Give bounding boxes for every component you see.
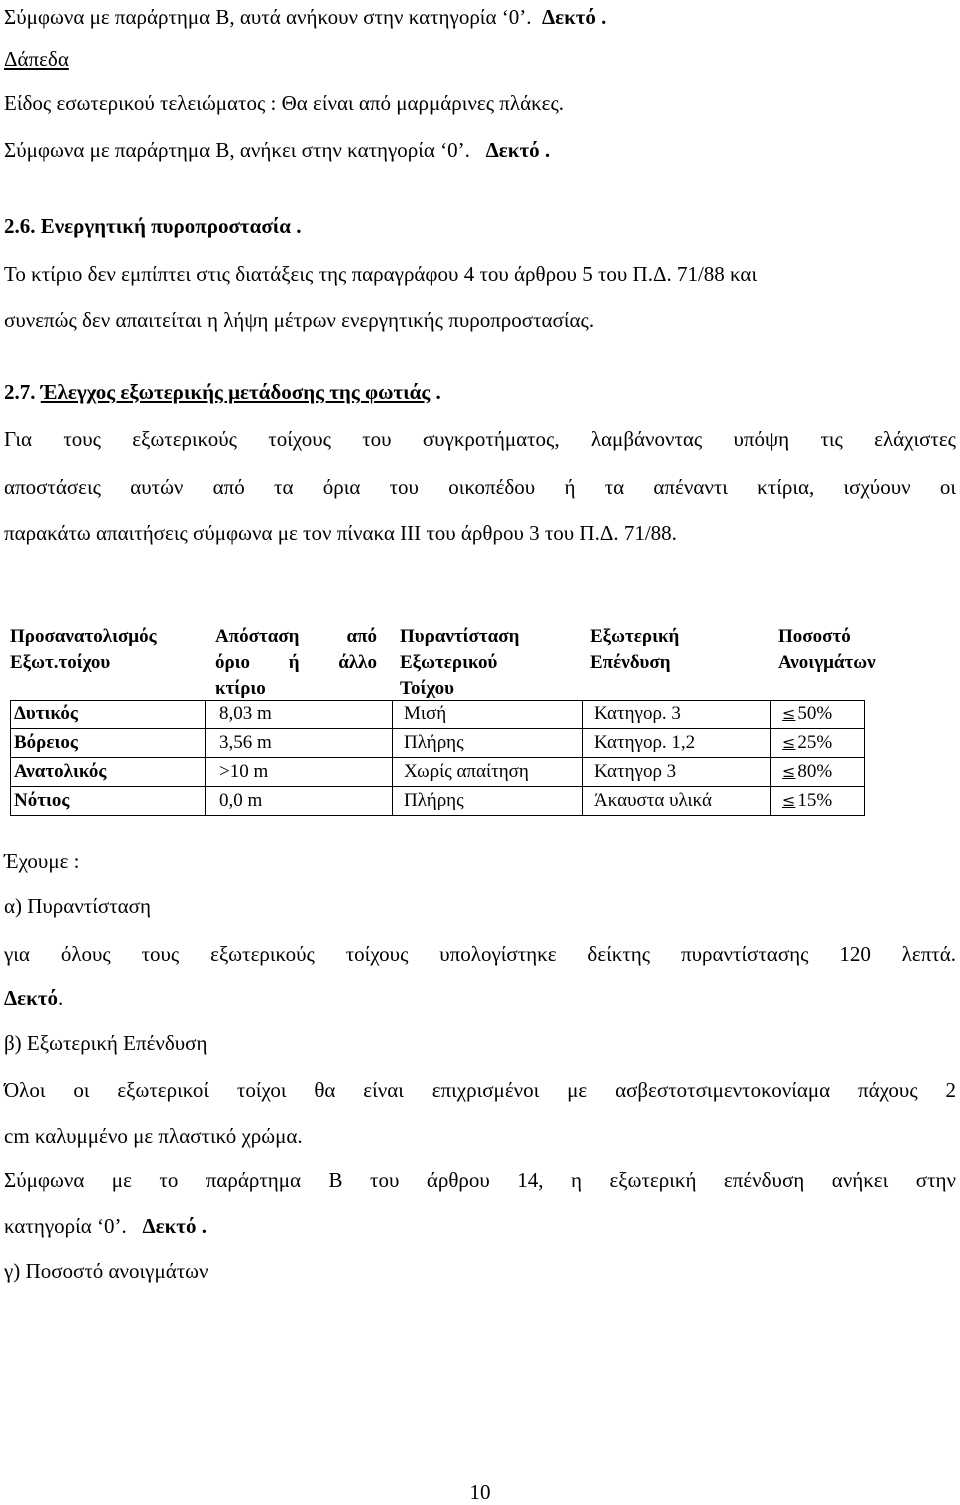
subheading-floors: Δάπεδα xyxy=(4,47,69,71)
section-dot: . xyxy=(435,380,441,404)
paragraph-line: Το κτίριο δεν εμπίπτει στις διατάξεις της παραγράφου 4 του άρθρου 5 του Π.Δ. 71/88 και xyxy=(4,262,758,286)
column-divider xyxy=(770,729,771,758)
column-divider xyxy=(392,729,393,758)
table-header xyxy=(10,620,876,700)
openings-value: 15% xyxy=(797,790,833,811)
subheading-b: β) Εξωτερική Επένδυση xyxy=(4,1031,208,1055)
header-openings: Ποσοστό Ανοιγμάτων xyxy=(778,626,876,673)
cell-distance: 0,0 m xyxy=(219,790,263,811)
accepted-label: Δεκτό . xyxy=(541,5,607,29)
column-divider xyxy=(582,758,583,787)
cell-fire-resistance: Μισή xyxy=(404,703,447,724)
section-heading-2-6: 2.6. Ενεργητική πυροπροστασία . xyxy=(4,214,302,238)
table-row xyxy=(10,729,865,758)
paragraph-line xyxy=(4,137,550,163)
cell-fire-resistance: Χωρίς απαίτηση xyxy=(404,761,529,782)
less-equal-symbol: ≤ xyxy=(782,791,796,810)
less-equal-symbol: ≤ xyxy=(782,762,796,781)
cell-openings xyxy=(782,730,832,756)
column-divider xyxy=(205,787,206,816)
paragraph-line: για όλους τους εξωτερικούς τοίχους υπολογίστηκε δείκτης πυραντίστασης 120 λεπτά. xyxy=(4,942,956,966)
column-divider xyxy=(392,700,393,729)
cell-cladding: Κατηγορ. 3 xyxy=(594,703,681,724)
cell-orientation: Ανατολικός xyxy=(14,761,107,782)
section-title: Έλεγχος εξωτερικής μετάδοσης της φωτιάς xyxy=(40,380,431,404)
accepted-label: Δεκτό . xyxy=(142,1214,207,1238)
text-span: Σύμφωνα με παράρτημα Β, αυτά ανήκουν στην κατηγορία ‘0’. xyxy=(4,5,532,29)
column-divider xyxy=(582,729,583,758)
cell-fire-resistance: Πλήρης xyxy=(404,732,464,753)
text-span: κατηγορία ‘0’. xyxy=(4,1214,127,1238)
fire-spread-table xyxy=(10,620,876,816)
column-divider xyxy=(770,758,771,787)
column-divider xyxy=(205,700,206,729)
column-divider xyxy=(582,787,583,816)
cell-orientation: Βόρειος xyxy=(14,732,78,753)
cell-openings xyxy=(782,759,832,785)
accepted-label: Δεκτό xyxy=(4,986,58,1010)
column-divider xyxy=(205,758,206,787)
header-cladding: Εξωτερική Επένδυση xyxy=(590,626,680,673)
openings-value: 80% xyxy=(797,761,833,782)
table-row xyxy=(10,787,865,816)
paragraph-line: Όλοι οι εξωτερικοί τοίχοι θα είναι επιχρισμένοι με ασβεστοτσιμεντοκονίαμα πάχους 2 xyxy=(4,1078,956,1102)
section-number: 2.7. xyxy=(4,380,36,404)
column-divider xyxy=(582,700,583,729)
section-heading-2-7 xyxy=(4,379,441,405)
cell-cladding: Άκαυστα υλικά xyxy=(594,790,712,811)
openings-value: 50% xyxy=(797,703,833,724)
accepted-label: Δεκτό . xyxy=(485,138,551,162)
cell-openings xyxy=(782,788,832,814)
paragraph-line: παρακάτω απαιτήσεις σύμφωνα με τον πίνακα ΙΙΙ του άρθρου 3 του Π.Δ. 71/88. xyxy=(4,521,677,545)
subheading-a: α) Πυραντίσταση xyxy=(4,894,151,918)
cell-orientation: Νότιος xyxy=(14,790,70,811)
cell-distance: 8,03 m xyxy=(219,703,272,724)
openings-value: 25% xyxy=(797,732,833,753)
cell-cladding: Κατηγορ. 1,2 xyxy=(594,732,696,753)
column-divider xyxy=(205,729,206,758)
paragraph-line: cm καλυμμένο με πλαστικό χρώμα. xyxy=(4,1124,303,1148)
column-divider xyxy=(392,758,393,787)
table-row xyxy=(10,758,865,787)
less-equal-symbol: ≤ xyxy=(782,704,796,723)
cell-cladding: Κατηγορ 3 xyxy=(594,761,677,782)
cell-distance: 3,56 m xyxy=(219,732,272,753)
cell-orientation: Δυτικός xyxy=(14,703,78,724)
paragraph-line xyxy=(4,1213,207,1239)
header-orientation: Προσανατολισμός Εξωτ.τοίχου xyxy=(10,626,157,673)
paragraph-line xyxy=(4,985,63,1011)
column-divider xyxy=(770,700,771,729)
subheading-c: γ) Ποσοστό ανοιγμάτων xyxy=(4,1259,209,1283)
paragraph-line: Έχουμε : xyxy=(4,849,80,873)
paragraph-line: συνεπώς δεν απαιτείται η λήψη μέτρων ενεργητικής πυροπροστασίας. xyxy=(4,308,595,332)
cell-fire-resistance: Πλήρης xyxy=(404,790,464,811)
text-span: Σύμφωνα με παράρτημα Β, ανήκει στην κατηγορία ‘0’. xyxy=(4,138,470,162)
header-distance: Απόσταση από όριο ή άλλο κτίριο xyxy=(215,626,377,699)
paragraph-line xyxy=(4,4,606,30)
table-body xyxy=(10,700,865,816)
paragraph-line: Είδος εσωτερικού τελειώματος : Θα είναι από μαρμάρινες πλάκες. xyxy=(4,91,565,115)
paragraph-line: Σύμφωνα με το παράρτημα Β του άρθρου 14, η εξωτερική επένδυση ανήκει στην xyxy=(4,1168,956,1192)
header-fire-resistance: Πυραντίσταση Εξωτερικού Τοίχου xyxy=(400,626,520,699)
column-divider xyxy=(392,787,393,816)
column-divider xyxy=(770,787,771,816)
paragraph-line: Για τους εξωτερικούς τοίχους του συγκροτήματος, λαμβάνοντας υπόψη τις ελάχιστες xyxy=(4,427,956,451)
table-row xyxy=(10,700,865,729)
cell-openings xyxy=(782,701,832,727)
page-number: 10 xyxy=(469,1480,491,1504)
cell-distance: >10 m xyxy=(219,761,269,782)
paragraph-line: αποστάσεις αυτών από τα όρια του οικοπέδου ή τα απέναντι κτίρια, ισχύουν οι xyxy=(4,475,956,499)
text-span: . xyxy=(57,986,64,1010)
less-equal-symbol: ≤ xyxy=(782,733,796,752)
